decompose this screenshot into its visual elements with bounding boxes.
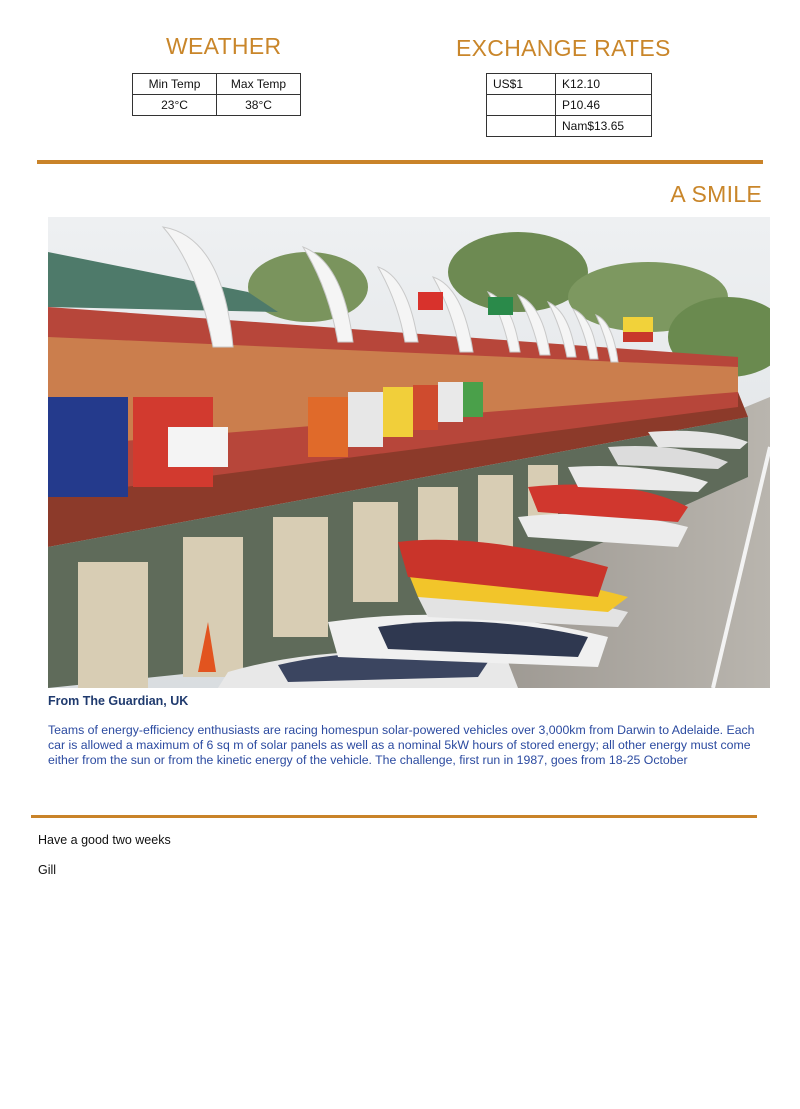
smile-title: A SMILE <box>670 181 762 207</box>
photo-caption: From The Guardian, UK <box>48 694 189 708</box>
rate-value: P10.46 <box>556 95 652 116</box>
rate-value: Nam$13.65 <box>556 116 652 137</box>
story-text: Teams of energy-efficiency enthusiasts are racing homespun solar-powered vehicles over 3,000km from Darwin to Adelaide. Each car is allowed a maximum of 6 sq m of solar panels as well as a nominal 5kW hours of stored energy; all other energy must come either from the sun or from the kinetic energy of the vehicle. The challenge, first run in 1987, goes from 18-25 October <box>48 723 755 767</box>
signoff-name: Gill <box>38 863 57 877</box>
table-row <box>487 74 652 95</box>
rate-base <box>487 95 556 116</box>
table-row <box>487 95 652 116</box>
weather-value-min: 23°C <box>133 95 217 116</box>
rate-value: K12.10 <box>556 74 652 95</box>
table-row <box>487 116 652 137</box>
section-divider <box>37 160 763 164</box>
weather-value-max: 38°C <box>217 95 301 116</box>
rate-base: US$1 <box>487 74 556 95</box>
weather-title: WEATHER <box>166 33 282 59</box>
weather-table <box>132 73 301 116</box>
weather-header-max: Max Temp <box>217 74 301 95</box>
solar-car-race-photo <box>48 217 770 688</box>
weather-header-min: Min Temp <box>133 74 217 95</box>
exchange-rates-table <box>486 73 652 137</box>
rate-base <box>487 116 556 137</box>
signoff-message: Have a good two weeks <box>38 833 171 847</box>
section-divider <box>31 815 757 818</box>
exchange-rates-title: EXCHANGE RATES <box>456 35 671 61</box>
